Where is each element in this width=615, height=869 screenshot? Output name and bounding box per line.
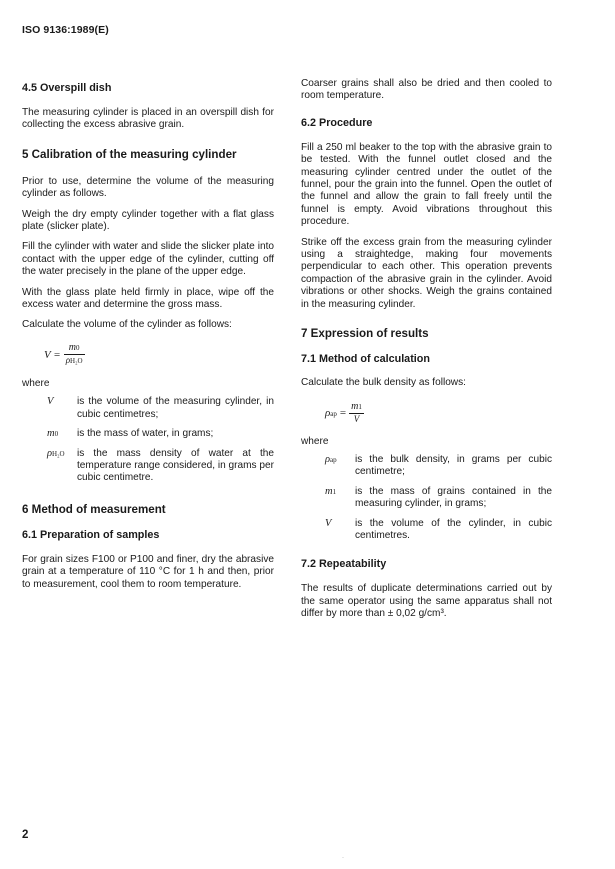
section-5-paragraph-4: With the glass plate held firmly in place, wipe off the excess water and determine the gross mass. bbox=[22, 286, 274, 311]
document-id-header: ISO 9136:1989(E) bbox=[22, 24, 109, 36]
scan-mark: · bbox=[342, 855, 344, 861]
where-label: where bbox=[22, 377, 50, 389]
section-5-paragraph-1: Prior to use, determine the volume of the measuring cylinder as follows. bbox=[22, 175, 274, 200]
section-7-2-paragraph: The results of duplicate determinations carried out by the same operator using the same apparatus shall not differ by more than ± 0,02 g/cm³. bbox=[301, 583, 552, 620]
section-6-2-paragraph-1: Fill a 250 ml beaker to the top with the abrasive grain to be tested. With the funnel outlet closed and the measuring cylinder centred under the outlet of the funnel, pour the grain into the funnel. Open the outlet of the funnel and allow the grain to fall freely until the funnel is empty. Avoid vibrations throughout this procedure. bbox=[301, 141, 552, 228]
equation-fraction: $\frac{m1}{V}$ bbox=[351, 400, 362, 424]
section-4-5-paragraph: The measuring cylinder is placed in an overspill dish for collecting the excess abrasive grain. bbox=[22, 107, 274, 131]
section-6-1-heading: 6.1 Preparation of samples bbox=[22, 528, 160, 541]
equation-fraction: $\frac{m0}{\text{ρH₂O}}$ bbox=[65, 342, 83, 366]
section-7-heading: 7 Expression of results bbox=[301, 327, 429, 341]
section-6-heading: 6 Method of measurement bbox=[22, 502, 166, 516]
equation-lhs: V = bbox=[44, 348, 61, 361]
section-5-paragraph-3: Fill the cylinder with water and slide the slicker plate into contact with the upper edge of the cylinder, cutting off the water precisely in the plane of the upper edge. bbox=[22, 241, 274, 278]
right-column bbox=[301, 78, 552, 621]
coarser-grains-paragraph: Coarser grains shall also be dried and then cooled to room temperature. bbox=[301, 78, 552, 102]
where-label: where bbox=[301, 435, 329, 447]
definition-item: m0 is the mass of water, in grams; bbox=[47, 428, 214, 440]
section-5-paragraph-2: Weigh the dry empty cylinder together with a flat glass plate (slicker plate). bbox=[22, 208, 274, 233]
section-4-5-heading: 4.5 Overspill dish bbox=[22, 82, 112, 94]
definition-item: ρap is the bulk density, in grams per cubic centimetre; bbox=[325, 453, 552, 478]
section-6-2-paragraph-2: Strike off the excess grain from the measuring cylinder using a straightedge, making four movements perpendicular to each other. This operation prevents compaction of the abrasive grain in the cylinder. Avoid vibrations or other shocks. Weigh the grains contained in the measuring cylinder. bbox=[301, 236, 552, 310]
section-6-1-paragraph: For grain sizes F100 or P100 and finer, dry the abrasive grain at a temperature of 110 °C for 1 h and then, prior to measurement, cool them to room temperature. bbox=[22, 553, 274, 590]
section-5-heading: 5 Calibration of the measuring cylinder bbox=[22, 147, 237, 161]
definition-list bbox=[22, 396, 274, 484]
section-5-paragraph-5: Calculate the volume of the cylinder as follows: bbox=[22, 319, 232, 331]
page-number: 2 bbox=[22, 829, 29, 841]
volume-equation bbox=[44, 340, 274, 370]
section-6-2-heading: 6.2 Procedure bbox=[301, 116, 373, 129]
bulk-density-equation: ρap = $\frac{m1}{V}$ bbox=[325, 400, 362, 424]
definition-item: V is the volume of the measuring cylinder, in cubic centimetres; bbox=[47, 396, 274, 420]
definition-item: ρH₂O is the mass density of water at the temperature range considered, in grams per cubic centimetre. bbox=[47, 447, 274, 484]
section-7-2-heading: 7.2 Repeatability bbox=[301, 558, 387, 571]
section-7-1-heading: 7.1 Method of calculation bbox=[301, 353, 430, 366]
definition-item: m1 is the mass of grains contained in the measuring cylinder, in grams; bbox=[325, 485, 552, 510]
definition-list bbox=[301, 454, 552, 542]
left-column bbox=[22, 78, 274, 591]
section-7-1-paragraph: Calculate the bulk density as follows: bbox=[301, 377, 466, 389]
equation-lhs: ρap bbox=[325, 406, 337, 419]
definition-item: V is the volume of the cylinder, in cubic centimetres. bbox=[325, 517, 552, 541]
